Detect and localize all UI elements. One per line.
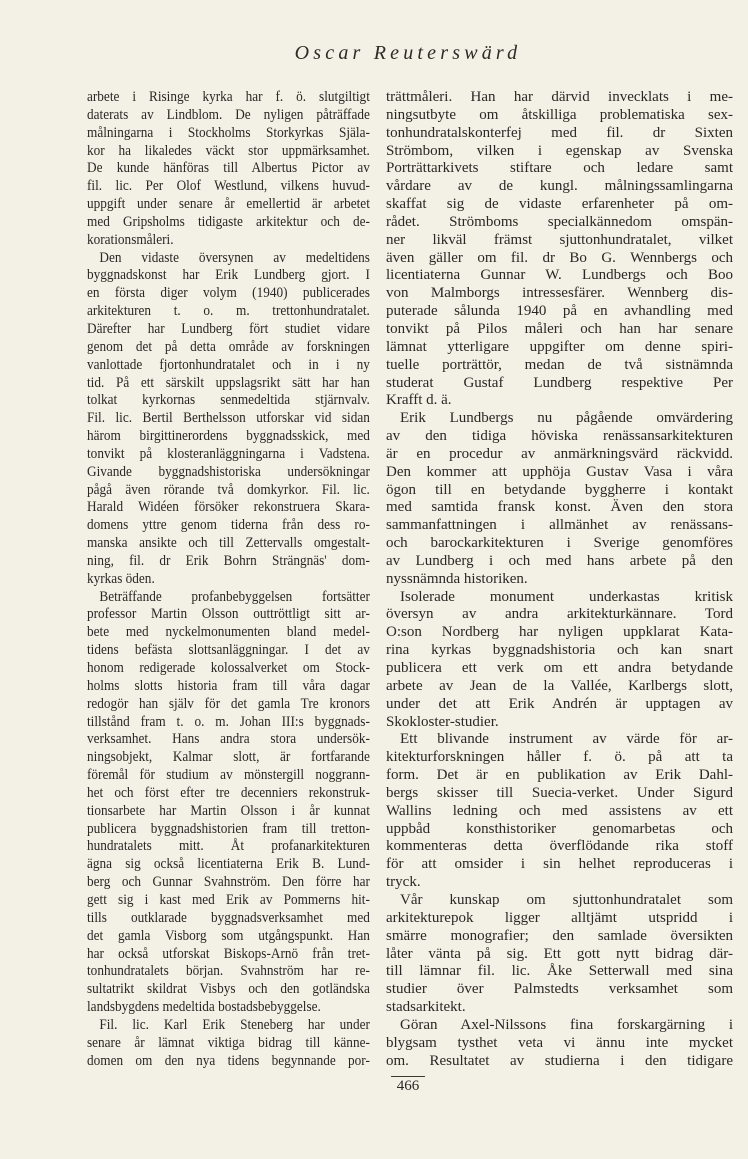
- text-line: tolkat kyrkornas senmedeltida stjärnvalv.: [87, 392, 370, 409]
- text-line: arbete av Jean de la Vallée, Karlbergs slott,: [386, 677, 733, 694]
- text-line: om. Resultatet av studierna i den tidigare: [386, 1052, 733, 1069]
- text-line: det gamla Visborg som utgångspunkt. Han: [87, 927, 370, 944]
- text-line: ner likväl främst sjuttonhundratalet, vilket: [386, 231, 733, 248]
- text-line: senare år lämnat viktiga bidrag till känne-: [87, 1034, 370, 1051]
- text-line: het och först efter tre decenniers rekonstruk-: [87, 784, 370, 801]
- text-line: arbete i Risinge kyrka har f. ö. slutgiltigt: [87, 89, 370, 105]
- text-line: till lämnar fil. lic. Åke Setterwall med sina: [386, 963, 733, 980]
- text-line: manska ansikte och till Zettervalls omgestalt-: [87, 535, 370, 552]
- text-line: sultatrikt skildrat Visbys och den gotländska: [87, 981, 370, 998]
- text-line: med samtida fransk konst. Även den stora: [386, 499, 733, 516]
- text-line: fil. lic. Per Olof Westlund, vilkens huvud-: [87, 178, 370, 195]
- text-line: von Malmborgs intressesfärer. Wennberg dis-: [386, 285, 733, 302]
- text-line: tillstånd fram t. o. m. Johan III:s byggnads-: [87, 713, 370, 730]
- text-line: daterats av Lindblom. De nyligen påträffade: [87, 106, 370, 123]
- text-line: verksamhet. Hans andra stora undersök-: [87, 731, 370, 748]
- text-line: ningsobjekt, Kalmar slott, är fortfarande: [87, 749, 370, 766]
- text-line: Den vidaste översynen av medeltidens: [99, 249, 370, 266]
- text-line: är en procedur av anmärkningsvärd räckvidd.: [386, 445, 733, 462]
- text-line: även gäller om fil. dr Bo G. Wennbergs och: [386, 249, 733, 266]
- right-column: [386, 89, 733, 1070]
- text-line: tonhundratalskonterfej med fil. dr Sixten: [386, 124, 733, 141]
- text-line: kyrkas öden.: [87, 570, 155, 587]
- text-line: domens yttre genom tiderna från dess ro-: [87, 517, 370, 534]
- text-line: Krafft d. ä.: [386, 392, 452, 409]
- text-line: arkitekturepok ligger alltjämt utspridd i: [386, 909, 733, 926]
- text-line: tuelle porträttör, medan de två sistnämnda: [386, 356, 733, 373]
- text-line: ägna sig också licentiaterna Erik B. Lund-: [87, 856, 370, 873]
- text-line: Beträffande profanbebyggelsen fortsätter: [99, 588, 370, 605]
- text-line: rina kyrkas byggnadshistoria och kan snart: [386, 642, 733, 659]
- text-line: holms slotts historia fram till våra dagar: [87, 677, 370, 694]
- text-line: honom redigerade kolossalverket om Stock-: [87, 660, 370, 676]
- text-line: form. Det är en publikation av Erik Dahl-: [386, 767, 733, 784]
- text-line: med Gripsholms tidigaste arkitektur och de-: [87, 213, 370, 230]
- text-line: uppbåd konsthistoriker genomarbetas och: [386, 820, 733, 837]
- text-line: Ett blivande instrument av värde för ar-: [400, 731, 733, 748]
- text-line: blygsam tysthet veta vi ännu inte mycket: [386, 1034, 733, 1051]
- text-line: trättmåleri. Han har därvid invecklats i me-: [386, 89, 733, 105]
- text-line: Vår kunskap om sjuttonhundratalet som: [400, 891, 733, 908]
- text-line: pågå även rörande två domkyrkor. Fil. lic.: [87, 481, 370, 498]
- text-line: för att omsider i sin helhet reproduceras i: [386, 856, 733, 873]
- text-line: Porträttarkivets stiftare och ledare samt: [386, 160, 733, 177]
- page-number: 466: [391, 1076, 425, 1095]
- text-line: tonhundratalets början. Svahnström har re-: [87, 963, 370, 980]
- text-line: licentiaterna Gunnar W. Lundbergs och Boo: [386, 267, 733, 284]
- text-line: kor ha likaledes väckt stor uppmärksamhet.: [87, 142, 370, 159]
- text-line: bergs skisser till Suecia-verket. Under Sigurd: [386, 784, 733, 801]
- text-line: kommenteras detta överflödande rika stoff: [386, 838, 733, 855]
- text-line: och barockarkitekturen i Sverige genomföres: [386, 535, 733, 552]
- text-line: ögon till en betydande byggherre i kontakt: [386, 481, 733, 498]
- text-line: domen om den nya tidens begynnande por-: [87, 1052, 370, 1069]
- text-line: ning, fil. dr Erik Bohrn Strängnäs' dom-: [87, 552, 370, 569]
- text-line: av Lundberg i och med hans arbete på den: [386, 552, 733, 569]
- text-line: Strömbom, vilken i egenskap av Svenska: [386, 142, 733, 159]
- text-line: publicera byggnadshistorien fram till tretton-: [87, 820, 370, 837]
- text-line: genom det på detta område av forskningen: [87, 338, 370, 355]
- text-line: rådet. Strömboms specialkännedom omspän-: [386, 213, 733, 230]
- text-line: kitekturforskningen håller f. ö. på att ta: [386, 749, 733, 766]
- text-line: Harald Widéen försöker rekonstruera Skara-: [87, 499, 370, 516]
- text-line: sammanfattningen i allmänhet av renässans-: [386, 517, 733, 534]
- text-line: har också utforskat Biskops-Arnö från tret-: [87, 945, 370, 962]
- text-line: arkitekturen t. o. m. trettonhundratalet.: [87, 303, 370, 320]
- text-line: Wallins ledning och med assistens av ett: [386, 802, 733, 819]
- text-line: byggnadskonst har Erik Lundberg gjort. I: [87, 267, 370, 284]
- text-line: publicera ett verk om ett andra betydande: [386, 660, 733, 676]
- text-line: korationsmåleri.: [87, 231, 174, 248]
- text-line: tid. På ett särskilt uppslagsrikt sätt har han: [87, 374, 370, 391]
- text-line: O:son Nordberg har nyligen uppklarat Kata-: [386, 624, 733, 641]
- text-line: Göran Axel-Nilssons fina forskargärning i: [400, 1016, 733, 1033]
- text-line: bete med nyckelmonumenten bland medel-: [87, 624, 370, 641]
- text-line: föremål för studium av mönstergill noggrann-: [87, 767, 370, 784]
- text-line: Därefter har Lundberg fört studiet vidare: [87, 320, 370, 337]
- text-line: under det att Erik Andrén är upptagen av: [386, 695, 733, 712]
- text-line: Fil. lic. Karl Erik Steneberg har under: [99, 1016, 370, 1033]
- text-line: De kunde hänföras till Albertus Pictor av: [87, 160, 370, 177]
- text-line: Isolerade monument underkastas kritisk: [400, 588, 733, 605]
- text-line: studier över Palmstedts verksamhet som: [386, 981, 733, 998]
- text-line: gett sig i kast med Erik av Pommerns hit-: [87, 891, 370, 908]
- text-line: en första diger volym (1940) publicerades: [87, 285, 370, 302]
- text-line: tionsarbete har Martin Olsson i år kunnat: [87, 802, 370, 819]
- text-line: Skokloster-studier.: [386, 713, 499, 730]
- text-line: uppgift under senare år emellertid är arbetet: [87, 196, 370, 213]
- text-line: landsbygdens medeltida bostadsbebyggelse.: [87, 999, 321, 1016]
- text-line: tonvikt på klosteranläggningarna i Vadstena.: [87, 445, 370, 462]
- text-line: tonvikt på Pilos måleri och han har senare: [386, 320, 733, 337]
- text-line: vanlottade fjortonhundratalet och in i ny: [87, 356, 370, 373]
- text-line: redogör han själv för det gamla Tre kronors: [87, 695, 370, 712]
- text-line: studerat Gustaf Lundberg respektive Per: [386, 374, 733, 391]
- text-line: skaffat sig de vidaste erfarenheter på om-: [386, 196, 733, 213]
- text-line: översyn av andra arkitekturkännare. Tord: [386, 606, 733, 623]
- text-line: nyssnämnda historiken.: [386, 570, 528, 587]
- text-line: stadsarkitekt.: [386, 999, 466, 1016]
- text-line: härom birgittinerordens byggnadsskick, med: [87, 428, 370, 445]
- text-line: Fil. lic. Bertil Berthelsson utforskar vid sidan: [87, 410, 370, 427]
- text-line: puterade sålunda 1940 på en avhandling med: [386, 303, 733, 320]
- text-line: professor Martin Olsson outtröttligt sitt ar-: [87, 606, 370, 623]
- text-line: lämnat ytterligare uppgifter om denne spiri-: [386, 338, 733, 355]
- text-line: tidens befästa slottsanläggningar. I det av: [87, 642, 370, 659]
- text-line: berg och Gunnar Svahnström. Den förre har: [87, 874, 370, 891]
- text-line: hundratalets mitt. Åt profanarkitekturen: [87, 838, 370, 855]
- text-line: Erik Lundbergs nu pågående omvärdering: [400, 410, 733, 427]
- text-line: smärre monografier; den samlade översikten: [386, 927, 733, 944]
- text-line: vårdare av de kungl. målningssamlingarna: [386, 178, 733, 195]
- text-line: tills outklarade byggnadsverksamhet med: [87, 909, 370, 926]
- text-line: låter vänta på sig. Ett gott nytt bidrag där-: [386, 945, 733, 962]
- text-line: Den kommer att upphöja Gustav Vasa i våra: [386, 463, 733, 480]
- text-line: av den tidiga höviska renässansarkitekturen: [386, 428, 733, 445]
- text-line: målningarna i Stockholms Storkyrkas Själa-: [87, 124, 370, 141]
- left-column: [87, 89, 370, 1070]
- running-head-author: Oscar Reuterswärd: [294, 42, 522, 64]
- text-line: ningsutbyte om åtskilliga problematiska sex-: [386, 106, 733, 123]
- text-line: tryck.: [386, 874, 421, 891]
- text-line: Givande byggnadshistoriska undersökningar: [87, 463, 370, 480]
